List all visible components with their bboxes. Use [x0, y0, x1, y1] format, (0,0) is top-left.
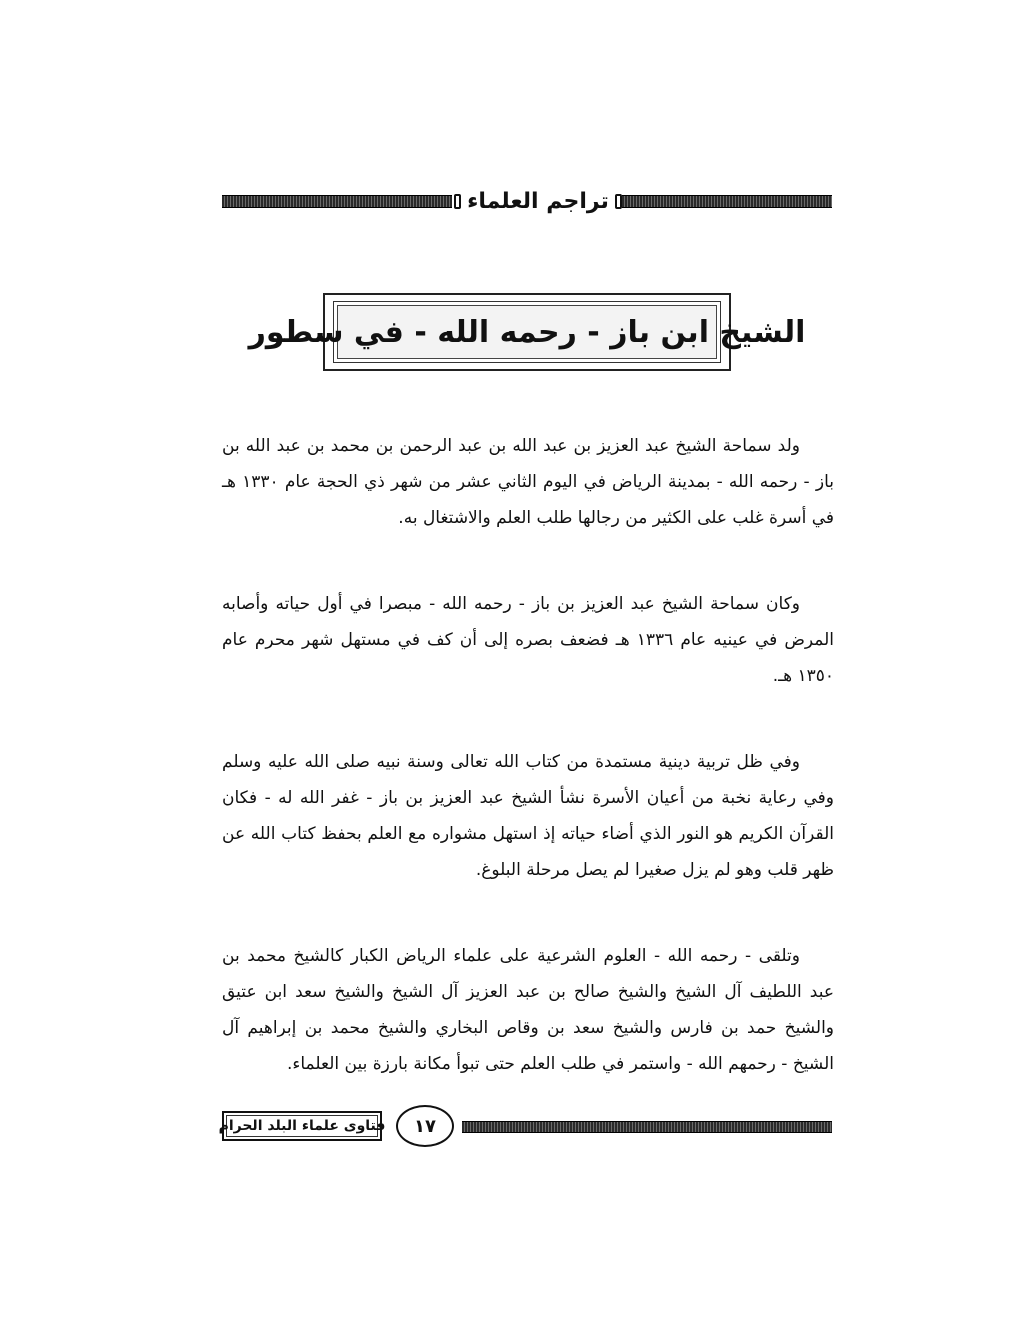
book-title-box: [218, 1111, 386, 1141]
header-bar-right: [622, 195, 832, 208]
book-title: فتاوى علماء البلد الحرام: [218, 1118, 386, 1134]
square-bullet-icon: [454, 194, 461, 209]
article-body: [222, 428, 834, 1082]
page-number-oval: [396, 1105, 454, 1147]
title-frame: [248, 293, 806, 371]
paragraph-3: وفي ظل تربية دينية مستمدة من كتاب الله تعالى وسنة نبيه صلى الله عليه وسلم وفي رعاية نخبة من أعيان الأسرة نشأ الشيخ عبد العزيز بن باز - غفر الله له - فكان القرآن الكريم هو النور الذي أضاء حياته إذ استهل مشواره مع العلم بحفظ كتاب الله عن ظهر قلب وهو لم يزل صغيرا لم يصل مرحلة البلوغ.: [222, 752, 834, 880]
paragraph-1: ولد سماحة الشيخ عبد العزيز بن عبد الله بن عبد الرحمن بن محمد بن عبد الله بن باز - رحمه الله - بمدينة الرياض في اليوم الثاني عشر من شهر ذي الحجة عام ١٣٣٠ هـ في أسرة غلب على الكثير من رجالها طلب العلم والاشتغال به.: [222, 436, 834, 528]
footer-bar: [462, 1121, 832, 1133]
page-number: ١٧: [414, 1115, 436, 1137]
section-header: [454, 186, 622, 216]
page-footer: [218, 1105, 832, 1149]
section-title: تراجم العلماء: [467, 188, 609, 214]
article-title: الشيخ ابن باز - رحمه الله - في سطور: [248, 314, 806, 350]
header-rule: [222, 186, 832, 216]
paragraph-4: وتلقى - رحمه الله - العلوم الشرعية على علماء الرياض الكبار كالشيخ محمد بن عبد اللطيف آل الشيخ والشيخ صالح بن عبد العزيز آل الشيخ والشيخ سعد ابن عتيق والشيخ حمد بن فارس والشيخ سعد بن وقاص البخاري والشيخ محمد بن إبراهيم آل الشيخ - رحمهم الله - واستمر في طلب العلم حتى تبوأ مكانة بارزة بين العلماء.: [222, 946, 834, 1074]
header-bar-left: [222, 195, 452, 208]
paragraph-2: وكان سماحة الشيخ عبد العزيز بن باز - رحمه الله - مبصرا في أول حياته وأصابه المرض في عينيه عام ١٣٣٦ هـ فضعف بصره إلى أن كف في مستهل شهر محرم عام ١٣٥٠ هـ.: [222, 594, 834, 686]
title-frame-inner: [248, 301, 806, 363]
square-bullet-icon: [615, 194, 622, 209]
